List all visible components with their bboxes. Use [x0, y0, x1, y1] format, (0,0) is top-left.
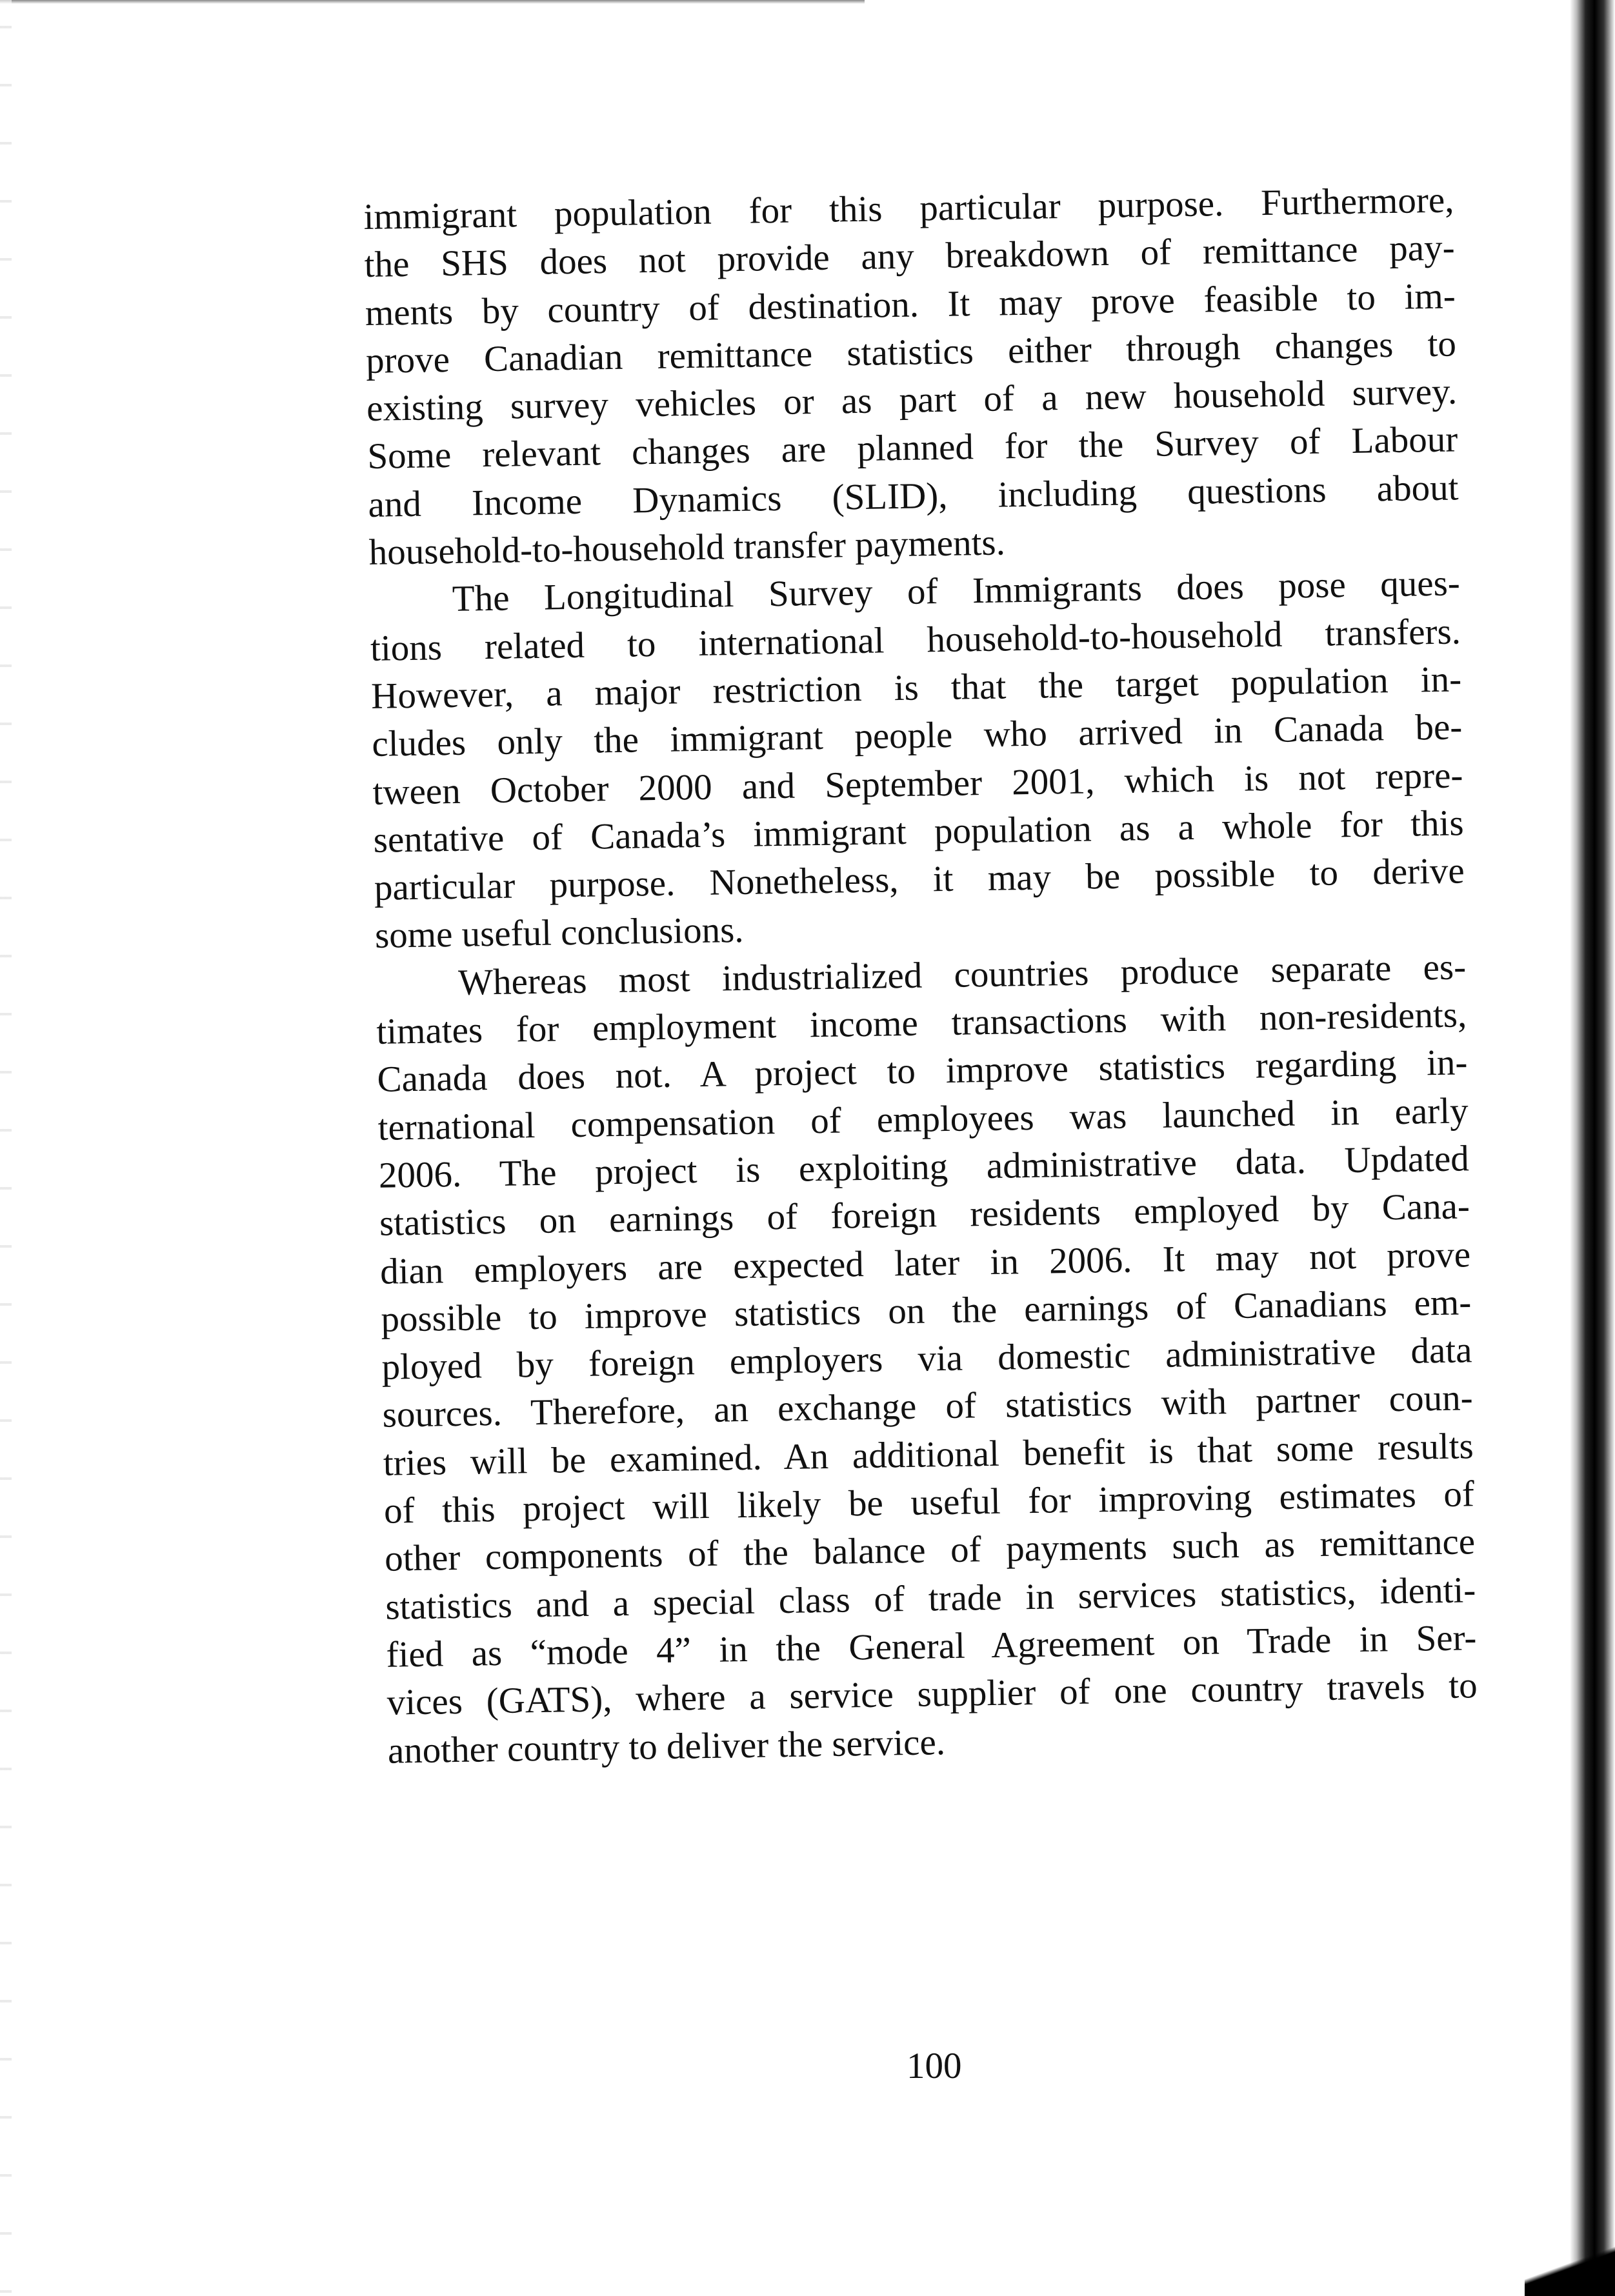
text-line: dian employers are expected later in 2006. It may not prove — [379, 1233, 1471, 1292]
text-line: of this project will likely be useful for improving estimates of — [383, 1473, 1475, 1532]
text-line: statistics and a special class of trade in services statistics, identi- — [385, 1569, 1476, 1628]
text-line: tions related to international household-to-household transfers. — [370, 611, 1461, 669]
text-line: tween October 2000 and September 2001, which is not repre- — [372, 754, 1463, 813]
text-line: However, a major restriction is that the target population in- — [370, 659, 1462, 717]
text-line: Some relevant changes are planned for the Survey of Labour — [366, 419, 1458, 477]
book-binding-corner — [1525, 2219, 1615, 2296]
text-line: Canada does not. A project to improve statistics regarding in- — [377, 1042, 1468, 1101]
text-line: Whereas most industrialized countries produce separate es- — [457, 946, 1467, 1003]
page-number: 100 — [907, 2046, 962, 2086]
scan-left-edge — [0, 0, 12, 2296]
text-line: tries will be examined. An additional benefit is that some results — [383, 1425, 1474, 1484]
text-line: existing survey vehicles or as part of a new household survey. — [366, 371, 1458, 430]
text-line: prove Canadian remittance statistics either through changes to — [365, 323, 1457, 381]
text-line: sources. Therefore, an exchange of statistics with partner coun- — [382, 1377, 1474, 1436]
text-line: household-to-household transfer payments. — [368, 522, 1006, 574]
text-line: other components of the balance of payments such as remittance — [384, 1521, 1476, 1580]
text-line: 2006. The project is exploiting administrative data. Updated — [378, 1138, 1470, 1196]
text-line: sentative of Canada’s immigrant population as a whole for this — [373, 803, 1465, 861]
text-line: fied as “mode 4” in the General Agreement on Trade in Ser- — [386, 1617, 1477, 1675]
text-line: statistics on earnings of foreign residents employed by Cana- — [379, 1186, 1470, 1244]
text-line: ployed by foreign employers via domestic administrative data — [381, 1330, 1472, 1388]
book-binding-edge — [1570, 0, 1615, 2296]
text-line: The Longitudinal Survey of Immigrants does pose ques- — [452, 563, 1461, 620]
scan-top-edge — [0, 0, 865, 4]
text-line: the SHS does not provide any breakdown of remittance pay- — [364, 227, 1456, 286]
body-text — [363, 176, 1478, 1775]
text-line: immigrant population for this particular purpose. Furthermore, — [363, 179, 1454, 237]
text-line: ternational compensation of employees was launched in early — [377, 1090, 1469, 1148]
text-line: some useful conclusions. — [374, 910, 745, 957]
text-line: timates for employment income transactions with non-residents, — [376, 994, 1467, 1052]
text-line: possible to improve statistics on the earnings of Canadians em- — [380, 1282, 1472, 1340]
text-line: ments by country of destination. It may prove feasible to im- — [365, 275, 1456, 334]
text-line: and Income Dynamics (SLID), including questions about — [368, 467, 1459, 525]
text-line: particular purpose. Nonetheless, it may be possible to derive — [374, 850, 1465, 909]
text-line: another country to deliver the service. — [387, 1721, 946, 1772]
text-line: cludes only the immigrant people who arrived in Canada be- — [371, 706, 1463, 765]
text-line: vices (GATS), where a service supplier of one country travels to — [386, 1665, 1478, 1723]
